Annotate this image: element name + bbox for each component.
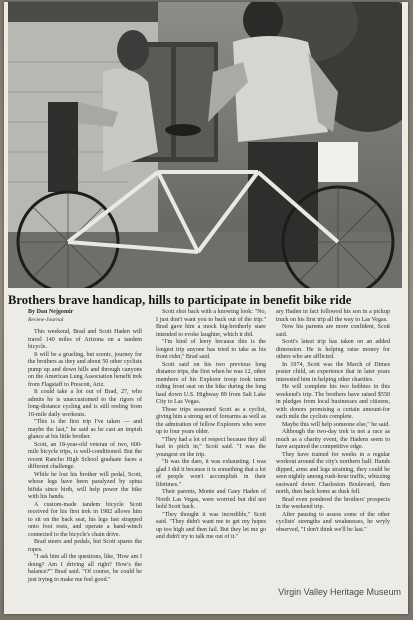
newspaper-clipping bbox=[4, 2, 408, 614]
paragraph: Brad steers and pedals, but Scott spares the ropes. bbox=[28, 539, 142, 553]
paragraph: "I ask him all the questions, like, 'How am I doing? Am I driving all right? How's the balance?'" Brad said. "Of course, he could be just trying to make me feel good." bbox=[28, 554, 142, 583]
paragraph: He will complete his two hobbies in this weekend's trip. The brothers have raised $550 in pledges from local businesses and citizens, with donors promising a certain amount-for each mile the cyclists complete. bbox=[276, 384, 390, 420]
paragraph: Scott, an 18-year-old veteran of two, 600-mile bicycle trips, is well-conditioned. But the recent Rancho High School graduate faces a different challenge. bbox=[28, 441, 142, 470]
paragraph: ary Haden in fact followed his son in a pickup truck on his first trip all the way to Las Vegas. bbox=[276, 309, 390, 323]
article-byline: By Dan Nejgomir bbox=[28, 309, 74, 315]
article-headline: Brothers brave handicap, hills to participate in benefit bike ride bbox=[8, 293, 352, 307]
paragraph: While he lost his brother will pedal, Scott, whose legs have been paralyzed by spina bifida since birth, will help power the bike with his hands. bbox=[28, 471, 142, 500]
paragraph: Their parents, Monte and Gaey Haden of North Las Vegas, were worried but did not hold Scott back. bbox=[156, 489, 266, 510]
paragraph: "They thought it was incredible," Scott said. "They didn't want me to get my hopes up too high and then fail. But they let me go and didn't try to talk me out of it." bbox=[156, 511, 266, 540]
paragraph: Brad even pondered the brothers' prospects in the weekend trip. bbox=[276, 496, 390, 510]
paragraph: They have trained for weeks in a regular workout around the city's northern half. Hands dipped, arms and legs straining, they could be seen nightly among rush-hour traffic, whizzing eastward down Charleston Boulevard, then north, then back home as dusk fell. bbox=[276, 451, 390, 495]
paragraph: "It was the dare, it was exhausting. I was glad I did it because it is something that a lot of people won't accomplish in their lifetimes." bbox=[156, 459, 266, 488]
paragraph: Those trips seasoned Scott as a cyclist, giving him a strong set of forearms as well as the admiration of fellow Explorers who were up to four years older. bbox=[156, 406, 266, 435]
paragraph: After pausing to assess some of the other cyclists' strengths and weaknesses, he wryly observed, "I don't think we'll be last." bbox=[276, 511, 390, 533]
paragraph: It could take a lot out of Brad, 27, who admits he is unaccustomed to the rigors of long-distance cycling and is still reeling from 10-mile daily workouts. bbox=[28, 389, 142, 418]
article-column-1 bbox=[28, 309, 142, 584]
article-column-2 bbox=[156, 309, 266, 542]
paragraph: Scott shot back with a knowing look: "No, I just don't want you to back out of the trip." Brad gave him a mock big-brotherly stare intended to evoke laughter, which it did. bbox=[156, 309, 266, 338]
article-column-3 bbox=[276, 309, 390, 534]
paragraph: Now his parents are more confident, Scott said. bbox=[276, 324, 390, 338]
paragraph: "I'm kind of leery because this is the longest trip anyone has tried to take as his front rider," Brad said. bbox=[156, 339, 266, 360]
paragraph: Although the two-day trek is not a race as much as a charity event, the Hadens seem to have acquired the competitive edge. bbox=[276, 429, 390, 450]
paragraph: Maybe this will help someone else," he said. bbox=[282, 421, 390, 428]
article-publication: Review-Journal bbox=[28, 316, 64, 323]
paragraph: "This is the first trip I've taken — and maybe the last," he said as he cast an impish glance at his little brother. bbox=[28, 419, 142, 440]
paragraph: Scott's latest trip has taken on an added dimension. He is helping raise money for others who are afflicted. bbox=[276, 339, 390, 360]
paragraph: A custom-made tandem bicycle Scott received for his first trek in 1982 allows him to sit on the back seat, his legs fast strapped onto foot rests, and operate a hand-winch connected to the bicycle's chain drive. bbox=[28, 501, 142, 538]
paragraph: It will be a grueling, but scenic, journey for the brothers as they and about 50 other cyclists pump up and down hills and through canyons on the American Lung Association benefit trek from Flagstaff to Prescott, Ariz. bbox=[28, 351, 142, 388]
article-photo bbox=[8, 2, 402, 288]
museum-watermark: Virgin Valley Heritage Museum bbox=[278, 587, 401, 597]
paragraph: Scott said on his two previous long distance trips, the first when he was 12, other members of his Explorer troop took turns riding front seat on the bike during the long haul down U.S. Highway 89 from Salt Lake City to Las Vegas. bbox=[156, 361, 266, 405]
paragraph: "They had a lot of respect because they all had to pitch in," Scott said. "I was the youngest on the trip. bbox=[156, 436, 266, 458]
paragraph: In 1974, Scott was the March of Dimes poster child, an experience that in later years interested him in helping other charities. bbox=[276, 361, 390, 383]
brothers-bike-photo bbox=[8, 2, 402, 288]
paragraph: This weekend, Brad and Scott Haden will travel 140 miles of Arizona on a tandem bicycle. bbox=[28, 329, 142, 350]
